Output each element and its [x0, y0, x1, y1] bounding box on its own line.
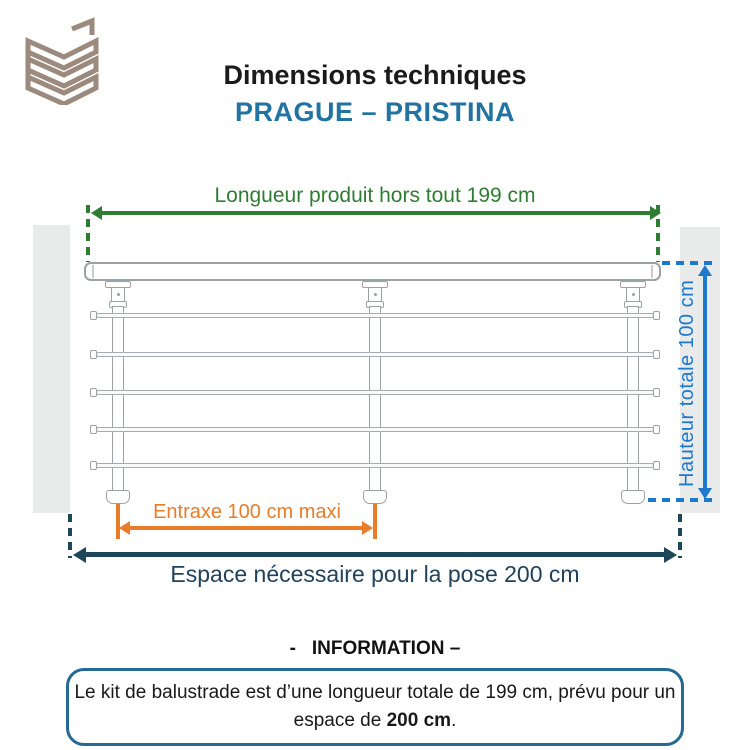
rail-end-cap [653, 461, 660, 470]
overall-length-label: Longueur produit hors tout 199 cm [214, 184, 536, 207]
overall-length-extension-right [656, 205, 660, 262]
rail-end-cap [90, 311, 97, 320]
post-spacing-arrow [130, 526, 362, 530]
overall-length-arrow [102, 211, 650, 215]
horizontal-rail [96, 352, 654, 357]
horizontal-rail [96, 390, 654, 395]
post-spacing-label: Entraxe 100 cm maxi [153, 501, 341, 523]
horizontal-rail [96, 427, 654, 432]
bracket-screw [632, 293, 635, 296]
required-space-extension-right [678, 514, 682, 558]
rail-end-cap [90, 388, 97, 397]
rail-end-cap [90, 350, 97, 359]
required-space-label: Espace nécessaire pour la pose 200 cm [170, 561, 580, 587]
rail-end-cap [653, 350, 660, 359]
information-heading: - INFORMATION – [289, 638, 461, 659]
horizontal-rail [96, 313, 654, 318]
information-text-line2: espace de 200 cm. [293, 710, 457, 731]
post-base-plate [621, 490, 645, 504]
rail-end-cap [653, 311, 660, 320]
required-space-extension-left [68, 514, 72, 558]
rail-end-cap [90, 425, 97, 434]
bracket-screw [117, 293, 120, 296]
post-base-plate [106, 490, 130, 504]
stacked-layers-logo-icon [12, 13, 102, 105]
information-text-line1: Le kit de balustrade est d’une longueur totale de 199 cm, prévu pour un [74, 681, 676, 703]
rail-end-cap [653, 425, 660, 434]
page-title: Dimensions techniques [223, 60, 527, 90]
required-space-arrow [84, 552, 666, 557]
bracket-screw [374, 293, 377, 296]
information-box [66, 668, 684, 746]
wall-pillar-left [33, 225, 70, 513]
total-height-label: Hauteur totale 100 cm [676, 279, 698, 487]
handrail [84, 262, 661, 281]
rail-end-cap [90, 461, 97, 470]
product-name-subtitle: PRAGUE – PRISTINA [234, 97, 516, 127]
post-base-plate [363, 490, 387, 504]
horizontal-rail [96, 463, 654, 468]
overall-length-extension-left [86, 205, 90, 262]
rail-end-cap [653, 388, 660, 397]
